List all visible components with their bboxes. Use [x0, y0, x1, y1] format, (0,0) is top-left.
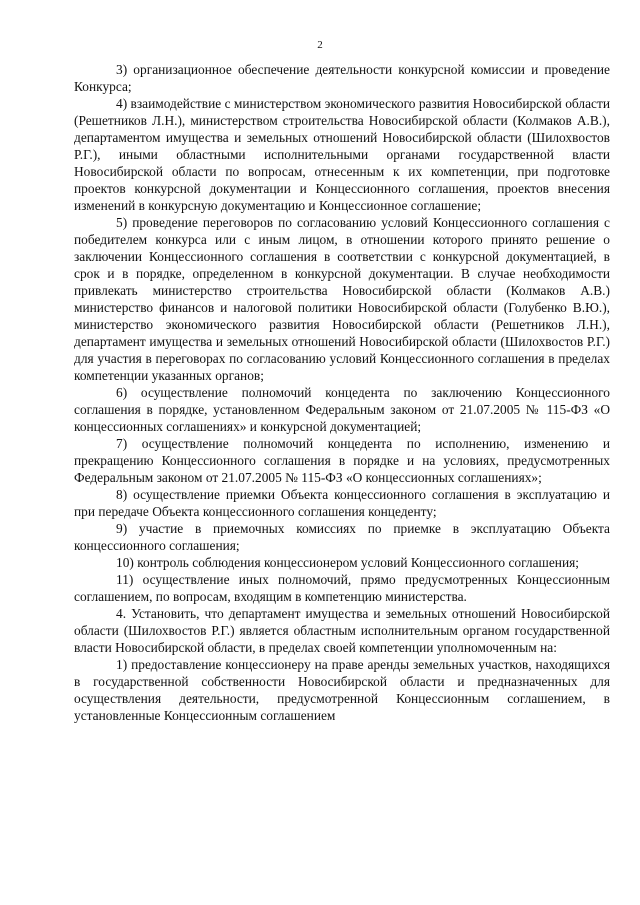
paragraph-item-11: 11) осуществление иных полномочий, прямо предусмотренных Концессионным соглашением, по вопросам, входящим в компетенцию министерства. — [74, 572, 610, 604]
document-body — [74, 61, 610, 724]
section-4-paragraph: 4. Установить, что департамент имущества и земельных отношений Новосибирской области (Шилохвостов Р.Г.) является областным исполнительным органом государственной власти Новосибирской области, в пределах своей компетенции уполномоченным на: — [74, 606, 610, 655]
paragraph-item-9: 9) участие в приемочных комиссиях по приемке в эксплуатацию Объекта концессионного соглашения; — [74, 521, 610, 553]
section-4-item-1: 1) предоставление концессионеру на праве аренды земельных участков, находящихся в государственной собственности Новосибирской области и предназначенных для осуществления деятельности, предусмотренной Концессионным соглашением, в установленные Концессионным соглашением — [74, 657, 610, 723]
paragraph-item-8: 8) осуществление приемки Объекта концессионного соглашения в эксплуатацию и при передаче Объекта концессионного соглашения концеденту; — [74, 487, 610, 519]
paragraph-item-10: 10) контроль соблюдения концессионером условий Концессионного соглашения; — [116, 555, 580, 570]
paragraph-item-7: 7) осуществление полномочий концедента по исполнению, изменению и прекращению Концессионного соглашения в порядке и на условиях, предусмотренных Федеральным законом от 21.07.2005 № 115-ФЗ «О концессионных соглашениях»; — [74, 436, 610, 485]
paragraph-item-6: 6) осуществление полномочий концедента по заключению Концессионного соглашения в порядке, установленном Федеральным законом от 21.07.2005 № 115-ФЗ «О концессионных соглашениях» и конкурсной документацией; — [74, 385, 610, 434]
paragraph-item-3: 3) организационное обеспечение деятельности конкурсной комиссии и проведение Конкурса; — [74, 62, 610, 94]
paragraph-item-5: 5) проведение переговоров по согласованию условий Концессионного соглашения с победителем конкурса или с иным лицом, в отношении которого принято решение о заключении Концессионного соглашения в соответствии с конкурсной документацией, в срок и в порядке, определенном в конкурсной документации. В случае необходимости привлекать министерство строительства Новосибирской области (Колмаков А.В.) министерство финансов и налоговой политики Новосибирской области (Голубенко В.Ю.), министерство экономического развития Новосибирской области (Решетников Л.Н.), департамент имущества и земельных отношений Новосибирской области (Шилохвостов Р.Г.) для участия в переговорах по согласованию условий Концессионного соглашения в пределах компетенции указанных органов; — [74, 215, 610, 383]
page-number: 2 — [317, 39, 323, 51]
paragraph-item-4: 4) взаимодействие с министерством экономического развития Новосибирской области (Решетников Л.Н.), министерством строительства Новосибирской области (Колмаков А.В.), департаментом имущества и земельных отношений Новосибирской области (Шилохвостов Р.Г.), иными областными исполнительными органами государственной власти Новосибирской области по вопросам, отнесенным к их компетенции, при подготовке проектов конкурсной документации и Концессионного соглашения, проектов внесения изменений в конкурсную документацию и Концессионное соглашение; — [74, 96, 610, 213]
